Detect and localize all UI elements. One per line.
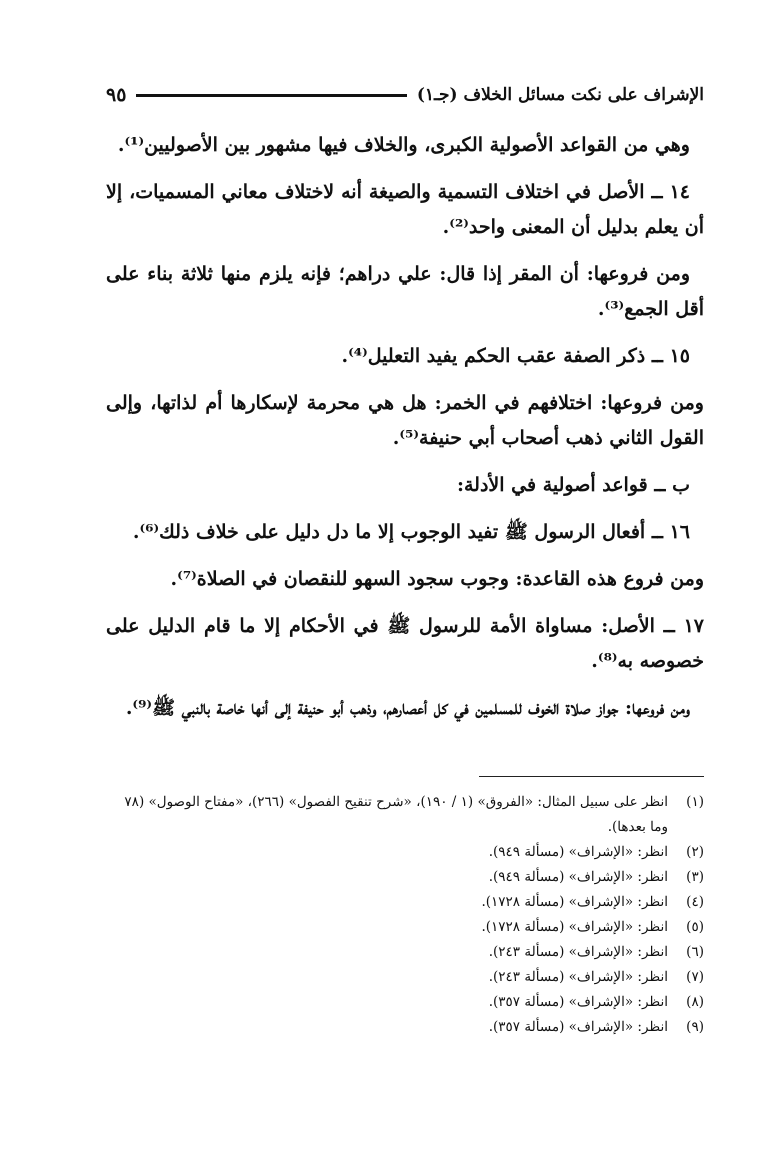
footnote-number: (٦) (686, 944, 704, 960)
paragraph: ١٤ ــ الأصل في اختلاف التسمية والصيغة أنه لاختلاف معاني المسميات، إلا أن يعلم بدليل أن المعنى واحد⁽²⁾. (106, 181, 704, 238)
footnote (106, 840, 704, 865)
footnote-text: انظر: «الإشراف» (مسألة ٢٤٣). (488, 969, 668, 985)
footnote-text: انظر: «الإشراف» (مسألة ١٧٢٨). (481, 894, 668, 910)
paragraph: ١٧ ــ الأصل: مساواة الأمة للرسول ﷺ في الأحكام إلا ما قام الدليل على خصوصه به⁽⁸⁾. (106, 615, 704, 672)
main-text (106, 128, 704, 738)
paragraph: ومن فروعها: جواز صلاة الخوف للمسلمين في كل أعصارهم، وذهب أبو حنيفة إلى أنها خاصة بالنبي ﷺ⁽⁹⁾. (125, 697, 690, 719)
footnote (106, 915, 704, 940)
footnote-text: انظر: «الإشراف» (مسألة ٩٤٩). (488, 869, 668, 885)
header-rule (136, 94, 406, 97)
footnote (106, 940, 704, 965)
paragraph: ومن فروعها: اختلافهم في الخمر: هل هي محرمة لإسكارها أم لذاتها، وإلى القول الثاني ذهب أصحاب أبي حنيفة⁽⁵⁾. (106, 392, 704, 449)
footnote-number: (٥) (686, 919, 704, 935)
footnote-text: انظر على سبيل المثال: «الفروق» (١ / ١٩٠)، «شرح تنقيح الفصول» (٢٦٦)، «مفتاح الوصول» (٧٨ وما بعدها). (124, 794, 668, 835)
footnotes (106, 790, 704, 1040)
footnote (106, 865, 704, 890)
footnote (106, 890, 704, 915)
footnote-number: (٨) (686, 994, 704, 1010)
footnote-text: انظر: «الإشراف» (مسألة ٣٥٧). (488, 994, 668, 1010)
paragraph: ومن فروعها: أن المقر إذا قال: علي دراهم؛ فإنه يلزم منها ثلاثة بناء على أقل الجمع⁽³⁾. (106, 263, 704, 320)
footnote-number: (٤) (686, 894, 704, 910)
footnote-text: انظر: «الإشراف» (مسألة ٩٤٩). (488, 844, 668, 860)
footnote-text: انظر: «الإشراف» (مسألة ١٧٢٨). (481, 919, 668, 935)
footnote-number: (١) (686, 794, 704, 810)
footnote-text: انظر: «الإشراف» (مسألة ٣٥٧). (488, 1019, 668, 1035)
footnote (106, 965, 704, 990)
footnote-separator (479, 776, 704, 777)
footnote-number: (٢) (686, 844, 704, 860)
running-header (106, 80, 704, 110)
footnote-text: انظر: «الإشراف» (مسألة ٢٤٣). (488, 944, 668, 960)
paragraph: ومن فروع هذه القاعدة: وجوب سجود السهو للنقصان في الصلاة⁽⁷⁾. (170, 568, 704, 590)
footnote-number: (٣) (686, 869, 704, 885)
footnote (106, 1015, 704, 1040)
running-title: الإشراف على نكت مسائل الخلاف (جـ١) (416, 85, 704, 105)
footnote (106, 790, 704, 840)
page-number: ٩٥ (106, 84, 127, 106)
footnote-number: (٧) (686, 969, 704, 985)
paragraph: ١٦ ــ أفعال الرسول ﷺ تفيد الوجوب إلا ما دل دليل على خلاف ذلك⁽⁶⁾. (132, 521, 690, 543)
paragraph: ١٥ ــ ذكر الصفة عقب الحكم يفيد التعليل⁽⁴⁾. (341, 345, 690, 367)
paragraph: وهي من القواعد الأصولية الكبرى، والخلاف فيها مشهور بين الأصوليين⁽¹⁾. (117, 134, 690, 156)
footnote (106, 990, 704, 1015)
footnote-number: (٩) (686, 1019, 704, 1035)
section-heading: ب ــ قواعد أصولية في الأدلة: (456, 474, 690, 496)
